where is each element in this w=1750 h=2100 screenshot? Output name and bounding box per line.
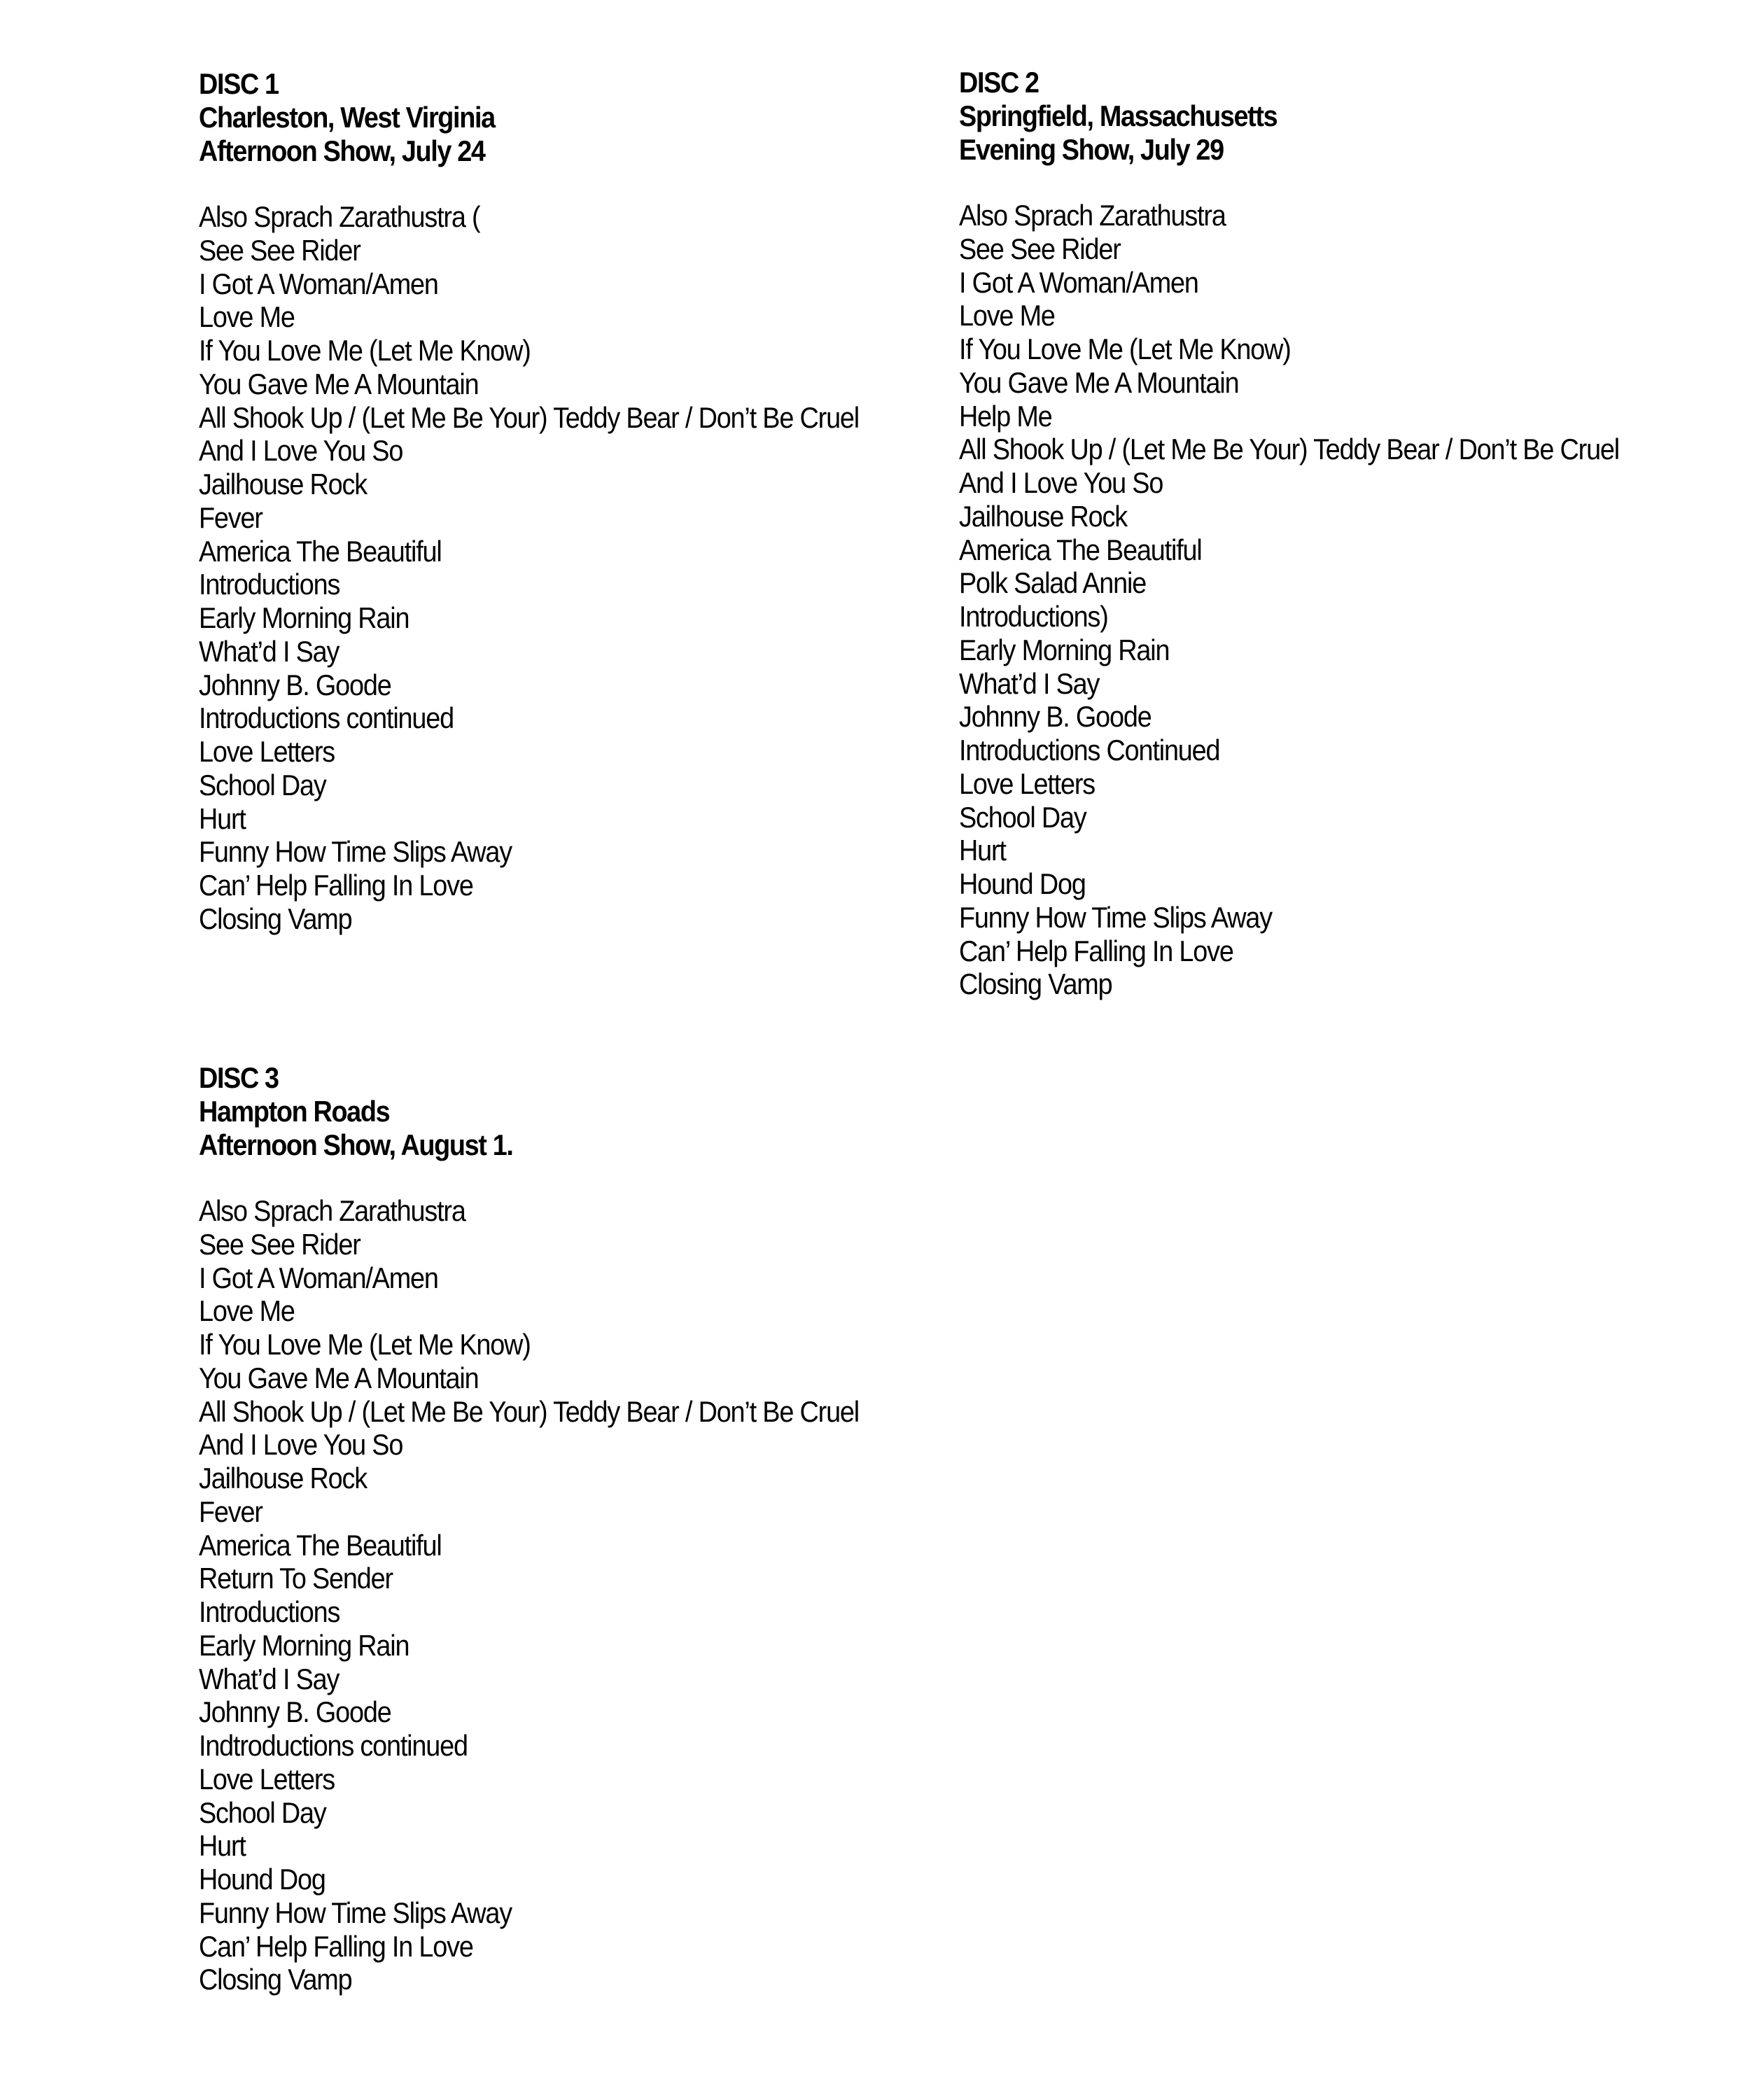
- track-item: Fever: [199, 500, 262, 534]
- track-item: Jailhouse Rock: [199, 1462, 367, 1494]
- track-item: Hound Dog: [199, 1863, 326, 1896]
- track-item: Can’ Help Falling In Love: [199, 869, 473, 902]
- track-item: Help Me: [959, 399, 1052, 433]
- track-item: All Shook Up / (Let Me Be Your) Teddy Bear / Don’t Be Cruel: [959, 433, 1620, 466]
- disc-3-track-list: [199, 1194, 879, 1996]
- disc-venue: Hampton Roads: [199, 1095, 390, 1128]
- track-item: School Day: [959, 800, 1086, 834]
- track-item: Indtroductions continued: [199, 1729, 468, 1762]
- track-item: I Got A Woman/Amen: [959, 265, 1198, 299]
- track-item: America The Beautiful: [959, 533, 1202, 566]
- track-item: Polk Salad Annie: [959, 566, 1147, 600]
- track-item: Introductions continued: [199, 701, 454, 735]
- track-item: What’d I Say: [959, 666, 1100, 700]
- track-item: And I Love You So: [199, 434, 403, 468]
- disc-3-header: [199, 1061, 879, 1162]
- track-item: What’d I Say: [199, 1662, 340, 1695]
- track-item: School Day: [199, 768, 326, 802]
- track-item: I Got A Woman/Amen: [199, 1261, 438, 1294]
- track-item: You Gave Me A Mountain: [959, 365, 1239, 399]
- track-item: Also Sprach Zarathustra (: [199, 200, 480, 233]
- track-item: You Gave Me A Mountain: [199, 367, 479, 400]
- track-item: Early Morning Rain: [199, 1628, 410, 1662]
- disc-label: DISC 2: [959, 66, 1039, 99]
- track-item: Hurt: [199, 802, 246, 835]
- track-item: What’d I Say: [199, 634, 340, 668]
- disc-show: Evening Show, July 29: [959, 133, 1224, 166]
- track-item: Jailhouse Rock: [959, 499, 1127, 533]
- track-item: Early Morning Rain: [199, 601, 410, 634]
- track-item: Funny How Time Slips Away: [199, 835, 512, 869]
- track-item: See See Rider: [959, 232, 1121, 265]
- disc-1-section: [199, 67, 955, 936]
- track-item: Early Morning Rain: [959, 633, 1170, 666]
- track-item: All Shook Up / (Let Me Be Your) Teddy Bear / Don’t Be Cruel: [199, 400, 860, 434]
- disc-show: Afternoon Show, August 1.: [199, 1128, 513, 1161]
- track-item: Love Letters: [199, 735, 335, 768]
- track-item: All Shook Up / (Let Me Be Your) Teddy Bear / Don’t Be Cruel: [199, 1394, 860, 1428]
- disc-2-header: [959, 66, 1639, 167]
- track-item: Introductions): [959, 600, 1108, 633]
- track-item: If You Love Me (Let Me Know): [959, 332, 1291, 365]
- track-item: If You Love Me (Let Me Know): [199, 334, 531, 367]
- track-item: Introductions Continued: [959, 734, 1220, 766]
- track-item: Hound Dog: [959, 867, 1086, 900]
- disc-show: Afternoon Show, July 24: [199, 134, 485, 167]
- track-item: Johnny B. Goode: [199, 668, 391, 701]
- track-item: Funny How Time Slips Away: [199, 1896, 512, 1929]
- disc-3-section: [199, 1061, 955, 1996]
- track-item: Also Sprach Zarathustra: [959, 199, 1226, 232]
- track-item: Introductions: [199, 568, 340, 601]
- track-item: Love Me: [199, 1294, 295, 1328]
- track-item: America The Beautiful: [199, 1528, 442, 1562]
- track-item: Love Letters: [959, 766, 1095, 800]
- track-item: Introductions: [199, 1595, 340, 1628]
- track-item: Hurt: [959, 834, 1006, 867]
- track-item: School Day: [199, 1795, 326, 1829]
- track-item: Can’ Help Falling In Love: [199, 1929, 473, 1963]
- track-item: Love Me: [959, 299, 1055, 332]
- track-item: Fever: [199, 1494, 262, 1528]
- disc-1-header: [199, 67, 879, 168]
- track-item: Closing Vamp: [959, 967, 1112, 1001]
- track-item: America The Beautiful: [199, 534, 442, 568]
- track-item: Love Me: [199, 300, 295, 334]
- track-item: I Got A Woman/Amen: [199, 267, 438, 300]
- track-item: Love Letters: [199, 1762, 335, 1795]
- track-item: Can’ Help Falling In Love: [959, 934, 1233, 967]
- track-item: Hurt: [199, 1829, 246, 1863]
- disc-venue: Charleston, West Virginia: [199, 101, 495, 134]
- track-item: You Gave Me A Mountain: [199, 1361, 479, 1394]
- track-item: Johnny B. Goode: [959, 700, 1152, 734]
- disc-venue: Springfield, Massachusetts: [959, 99, 1278, 132]
- track-item: Closing Vamp: [199, 1963, 352, 1996]
- track-item: Jailhouse Rock: [199, 468, 367, 500]
- disc-label: DISC 3: [199, 1061, 279, 1094]
- track-item: Johnny B. Goode: [199, 1695, 391, 1729]
- track-item: Funny How Time Slips Away: [959, 900, 1272, 934]
- disc-2-section: [959, 66, 1715, 1001]
- track-item: Return To Sender: [199, 1562, 393, 1595]
- track-item: If You Love Me (Let Me Know): [199, 1328, 531, 1361]
- track-item: And I Love You So: [959, 466, 1163, 499]
- track-item: Closing Vamp: [199, 902, 352, 935]
- track-item: Also Sprach Zarathustra: [199, 1194, 465, 1227]
- track-item: See See Rider: [199, 1227, 360, 1261]
- track-item: See See Rider: [199, 233, 360, 267]
- track-item: And I Love You So: [199, 1428, 403, 1462]
- disc-label: DISC 1: [199, 67, 279, 100]
- disc-2-track-list: [959, 199, 1639, 1001]
- disc-1-track-list: [199, 200, 879, 936]
